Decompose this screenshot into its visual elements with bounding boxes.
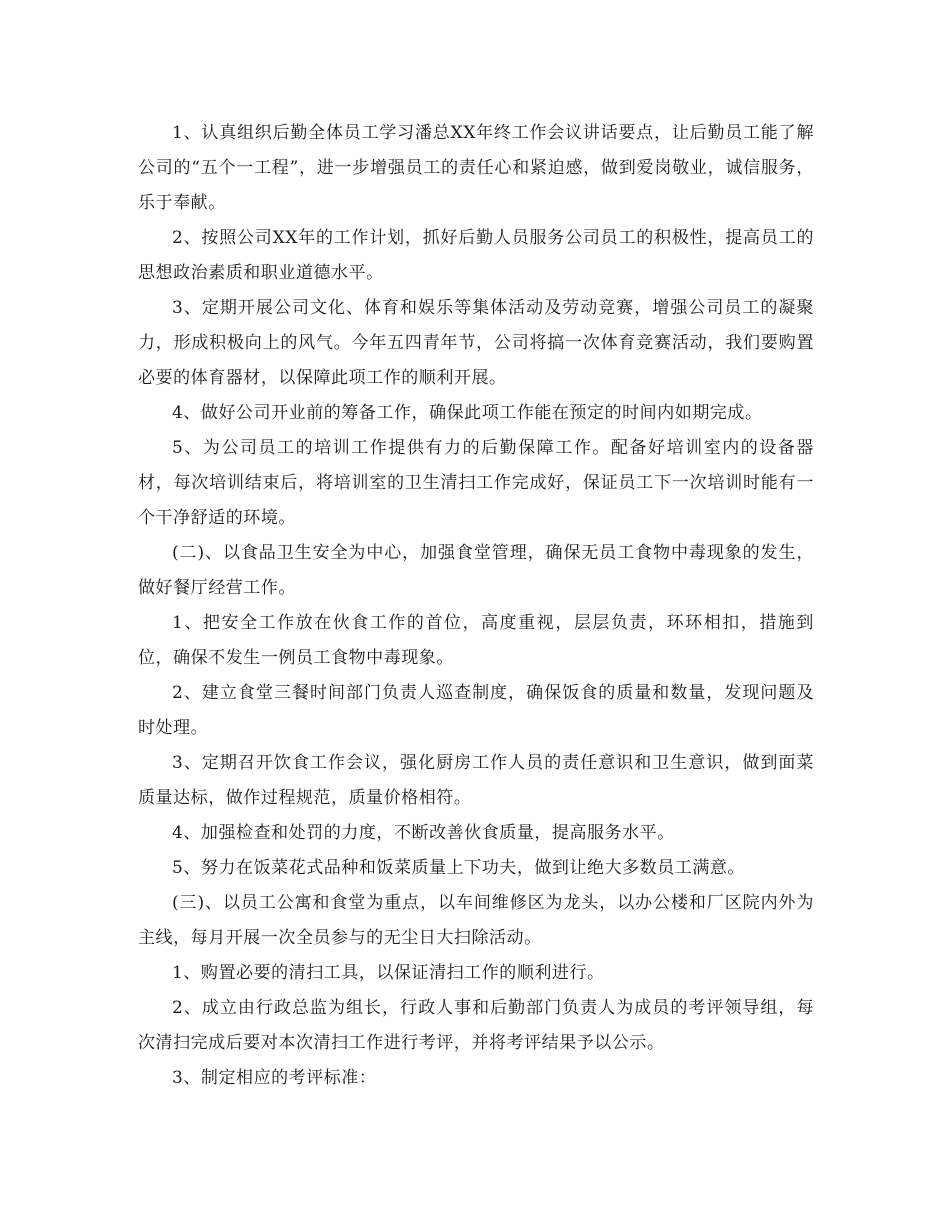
paragraph-10: 4、加强检查和处罚的力度，不断改善伙食质量，提高服务水平。 [172,823,675,843]
paragraph-14: 2、成立由行政总监为组长，行政人事和后勤部门负责人为成员的考评领导组，每次清扫完成后要对本次清扫工作进行考评，并将考评结果予以公示。 [138,998,814,1053]
paragraph-8: 2、建立食堂三餐时间部门负责人巡查制度，确保饭食的质量和数量，发现问题及时处理。 [138,683,814,738]
paragraph-9: 3、定期召开饮食工作会议，强化厨房工作人员的责任意识和卫生意识，做到面菜质量达标，做作过程规范，质量价格相符。 [138,753,814,808]
paragraph-7: 1、把安全工作放在伙食工作的首位，高度重视，层层负责，环环相扣，措施到位，确保不发生一例员工食物中毒现象。 [138,613,814,668]
document-body [138,116,814,1096]
section-heading-3: (三)、以员工公寓和食堂为重点，以车间维修区为龙头，以办公楼和厂区院内外为主线，每月开展一次全员参与的无尘日大扫除活动。 [138,893,814,948]
paragraph-15: 3、制定相应的考评标准： [172,1068,377,1088]
section-heading-2: (二)、以食品卫生安全为中心，加强食堂管理，确保无员工食物中毒现象的发生，做好餐厅经营工作。 [138,543,814,598]
paragraph-11: 5、努力在饭菜花式品种和饭菜质量上下功夫，做到让绝大多数员工满意。 [172,858,745,878]
paragraph-2: 2、按照公司XX年的工作计划，抓好后勤人员服务公司员工的积极性，提高员工的思想政治素质和职业道德水平。 [138,228,814,283]
paragraph-3: 3、定期开展公司文化、体育和娱乐等集体活动及劳动竞赛，增强公司员工的凝聚力，形成积极向上的风气。今年五四青年节，公司将搞一次体育竞赛活动，我们要购置必要的体育器材，以保障此项工作的顺利开展。 [138,298,814,388]
paragraph-4: 4、做好公司开业前的筹备工作，确保此项工作能在预定的时间内如期完成。 [172,403,763,423]
paragraph-13: 1、购置必要的清扫工具，以保证清扫工作的顺利进行。 [172,963,605,983]
paragraph-5: 5、为公司员工的培训工作提供有力的后勤保障工作。配备好培训室内的设备器材，每次培训结束后，将培训室的卫生清扫工作完成好，保证员工下一次培训时能有一个干净舒适的环境。 [138,438,814,528]
paragraph-1: 1、认真组织后勤全体员工学习潘总XX年终工作会议讲话要点，让后勤员工能了解公司的“五个一工程”，进一步增强员工的责任心和紧迫感，做到爱岗敬业，诚信服务，乐于奉献。 [138,123,814,213]
